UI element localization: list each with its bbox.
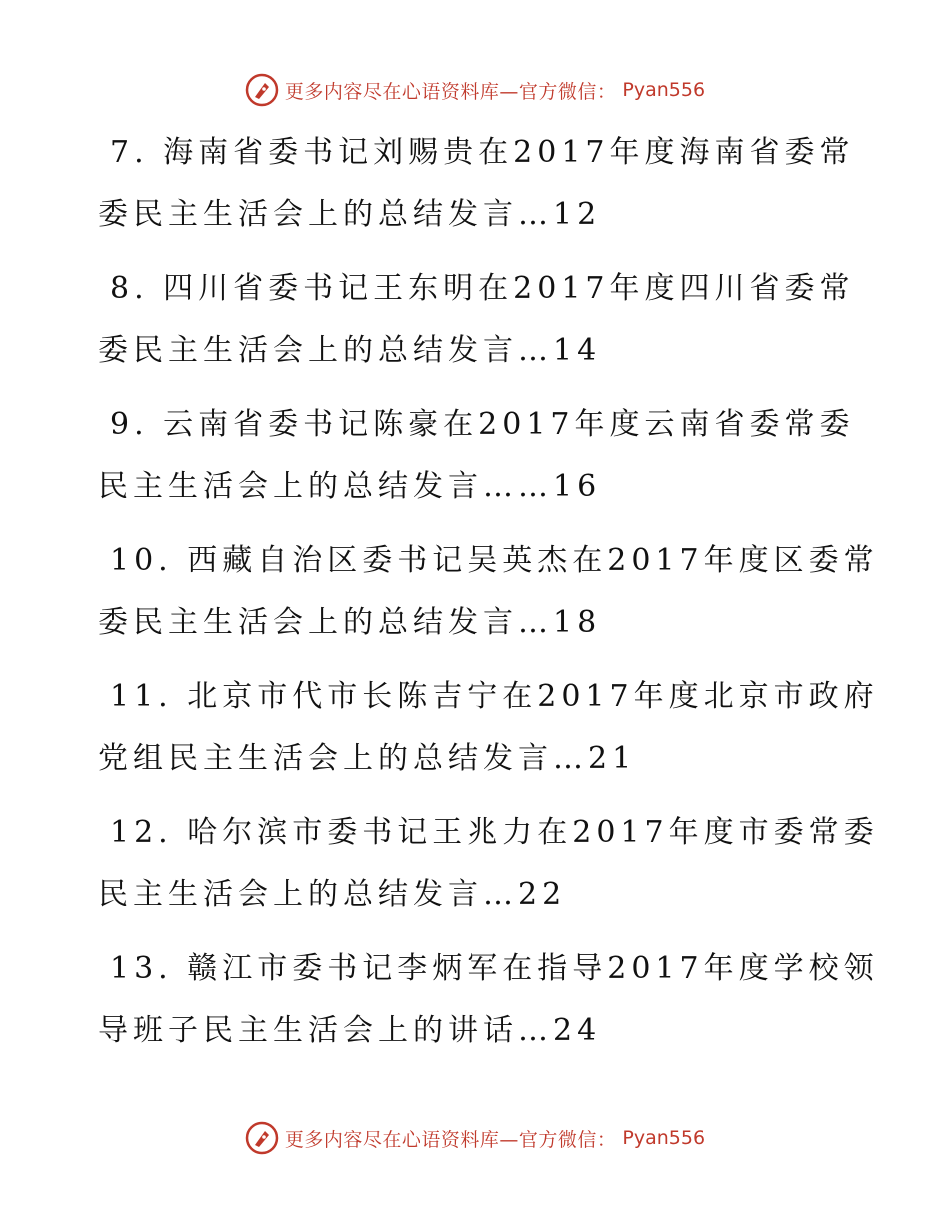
watermark-wechat-id: Pyan556	[622, 79, 706, 101]
toc-entry-line: 民主生活会上的总结发言…22	[98, 877, 567, 912]
toc-entry-line: 7. 海南省委书记刘赐贵在2017年度海南省委常	[110, 135, 855, 170]
toc-entry-11[interactable]	[98, 666, 879, 790]
toc-entry-line: 9. 云南省委书记陈豪在2017年度云南省委常委	[110, 407, 855, 442]
toc-entry-10[interactable]	[98, 530, 879, 654]
toc-entry-line: 委民主生活会上的总结发言…14	[98, 333, 602, 368]
header-watermark	[0, 70, 950, 110]
toc-entry-7[interactable]	[98, 122, 858, 246]
toc-entry-line: 民主生活会上的总结发言……16	[98, 469, 602, 504]
toc-entry-line: 委民主生活会上的总结发言…12	[98, 197, 602, 232]
toc-entry-13[interactable]	[98, 938, 879, 1062]
toc-entry-9[interactable]	[98, 394, 858, 518]
toc-entry-line: 11. 北京市代市长陈吉宁在2017年度北京市政府	[110, 679, 879, 714]
footer-watermark	[0, 1118, 950, 1158]
toc-entry-line: 10. 西藏自治区委书记吴英杰在2017年度区委常	[110, 543, 879, 578]
toc-entry-line: 党组民主生活会上的总结发言…21	[98, 741, 637, 776]
toc-entry-line: 委民主生活会上的总结发言…18	[98, 605, 602, 640]
watermark-wechat-id: Pyan556	[622, 1127, 706, 1149]
toc-entry-line: 13. 赣江市委书记李炳军在指导2017年度学校领	[110, 951, 879, 986]
toc-entry-8[interactable]	[98, 258, 858, 382]
pen-nib-logo-icon	[245, 1121, 279, 1155]
toc-entry-line: 12. 哈尔滨市委书记王兆力在2017年度市委常委	[110, 815, 879, 850]
watermark-text: 更多内容尽在心语资料库—官方微信：	[284, 80, 617, 103]
table-of-contents	[98, 122, 879, 1074]
pen-nib-logo-icon	[245, 73, 279, 107]
toc-entry-line: 8. 四川省委书记王东明在2017年度四川省委常	[110, 271, 855, 306]
toc-entry-line: 导班子民主生活会上的讲话…24	[98, 1013, 602, 1048]
toc-entry-12[interactable]	[98, 802, 879, 926]
watermark-text: 更多内容尽在心语资料库—官方微信：	[284, 1128, 617, 1151]
